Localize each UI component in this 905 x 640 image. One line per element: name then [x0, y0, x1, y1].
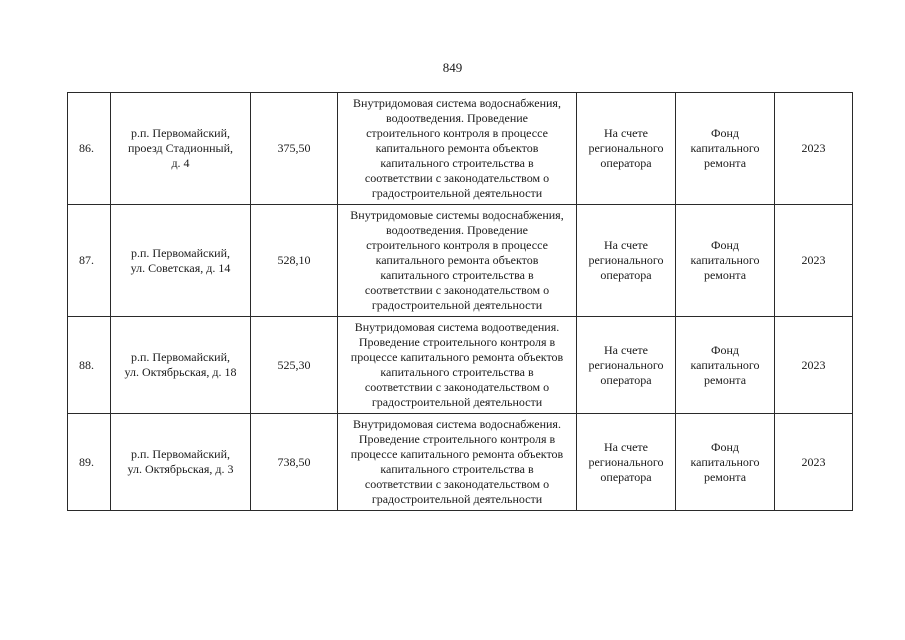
source-line: ремонта	[703, 156, 747, 170]
account-line: оператора	[600, 372, 652, 387]
address-cell	[111, 205, 251, 317]
row-number: 86.	[68, 93, 111, 205]
source-line: капитального	[690, 141, 760, 155]
work-line: соответствии с законодательством о	[364, 380, 550, 394]
area-cell: 525,30	[251, 317, 338, 414]
address-cell	[111, 317, 251, 414]
year-cell: 2023	[775, 414, 853, 511]
page-number: 849	[442, 60, 463, 75]
funding-source-cell	[676, 317, 775, 414]
account-line: регионального	[588, 141, 664, 155]
source-line: ремонта	[703, 268, 747, 282]
work-line: водоотведения. Проведение	[385, 111, 529, 125]
funding-source-cell	[676, 93, 775, 205]
row-number: 87.	[68, 205, 111, 317]
address-line: р.п. Первомайский,	[130, 126, 231, 140]
area-cell: 375,50	[251, 93, 338, 205]
source-line: Фонд	[710, 439, 739, 454]
table-row	[68, 317, 853, 414]
work-description-cell	[338, 93, 577, 205]
year-cell: 2023	[775, 317, 853, 414]
funding-source-cell	[676, 414, 775, 511]
account-line: регионального	[588, 454, 664, 469]
source-line: Фонд	[710, 238, 739, 252]
address-line: ул. Советская, д. 14	[130, 260, 231, 275]
address-line: ул. Октябрьская, д. 3	[127, 462, 234, 476]
work-line: капитального строительства в	[380, 462, 534, 476]
work-description-cell	[338, 414, 577, 511]
account-line: оператора	[600, 268, 652, 282]
work-description-cell	[338, 205, 577, 317]
address-line: проезд Стадионный,	[127, 141, 234, 155]
work-line: процессе капитального ремонта объектов	[350, 350, 564, 364]
address-cell	[111, 414, 251, 511]
work-description-cell	[338, 317, 577, 414]
work-line: градостроительной деятельности	[371, 395, 543, 409]
work-line: Внутридомовая система водоотведения.	[354, 320, 560, 334]
account-cell	[577, 414, 676, 511]
work-line: соответствии с законодательством о	[364, 283, 550, 297]
work-line: капитального строительства в	[380, 156, 534, 170]
table-row	[68, 93, 853, 205]
source-line: Фонд	[710, 126, 739, 140]
row-number: 89.	[68, 414, 111, 511]
source-line: капитального	[690, 253, 760, 267]
year-cell: 2023	[775, 93, 853, 205]
work-line: соответствии с законодательством о	[364, 171, 550, 185]
work-line: строительного контроля в процессе	[366, 238, 548, 252]
account-line: регионального	[588, 357, 664, 372]
work-line: Внутридомовые системы водоснабжения,	[350, 208, 564, 222]
work-line: строительного контроля в процессе	[366, 126, 548, 140]
work-line: Проведение строительного контроля в	[358, 335, 556, 349]
address-line: р.п. Первомайский,	[130, 350, 231, 364]
account-line: оператора	[600, 156, 652, 170]
source-line: капитального	[690, 357, 760, 372]
address-cell	[111, 93, 251, 205]
work-line: капитального ремонта объектов	[375, 253, 539, 267]
source-line: Фонд	[710, 342, 739, 357]
source-line: капитального	[690, 454, 760, 469]
work-line: капитального строительства в	[380, 268, 534, 282]
work-line: Внутридомовая система водоснабжения,	[353, 96, 561, 110]
work-line: Проведение строительного контроля в	[358, 432, 556, 446]
source-line: ремонта	[703, 469, 747, 484]
account-line: На счете	[603, 238, 648, 252]
address-line: ул. Октябрьская, д. 18	[124, 365, 237, 379]
area-cell: 528,10	[251, 205, 338, 317]
account-cell	[577, 93, 676, 205]
address-line: р.п. Первомайский,	[130, 245, 231, 260]
work-line: соответствии с законодательством о	[364, 477, 550, 491]
work-line: градостроительной деятельности	[371, 186, 543, 200]
account-line: На счете	[603, 126, 648, 140]
funding-source-cell	[676, 205, 775, 317]
account-line: На счете	[603, 439, 648, 454]
row-number: 88.	[68, 317, 111, 414]
account-line: регионального	[588, 253, 664, 267]
area-cell: 738,50	[251, 414, 338, 511]
work-line: капитального ремонта объектов	[375, 141, 539, 155]
work-line: градостроительной деятельности	[371, 492, 543, 506]
address-line: д. 4	[171, 156, 190, 170]
capital-repair-table	[67, 92, 853, 511]
account-line: оператора	[600, 469, 652, 484]
work-line: капитального строительства в	[380, 365, 534, 379]
work-line: Внутридомовая система водоснабжения.	[353, 417, 561, 431]
address-line: р.п. Первомайский,	[130, 447, 231, 461]
account-cell	[577, 317, 676, 414]
table-row	[68, 205, 853, 317]
work-line: градостроительной деятельности	[371, 298, 543, 312]
work-line: водоотведения. Проведение	[385, 223, 529, 237]
source-line: ремонта	[703, 372, 747, 387]
account-cell	[577, 205, 676, 317]
year-cell: 2023	[775, 205, 853, 317]
table-row	[68, 414, 853, 511]
work-line: процессе капитального ремонта объектов	[350, 447, 564, 461]
account-line: На счете	[603, 342, 648, 357]
